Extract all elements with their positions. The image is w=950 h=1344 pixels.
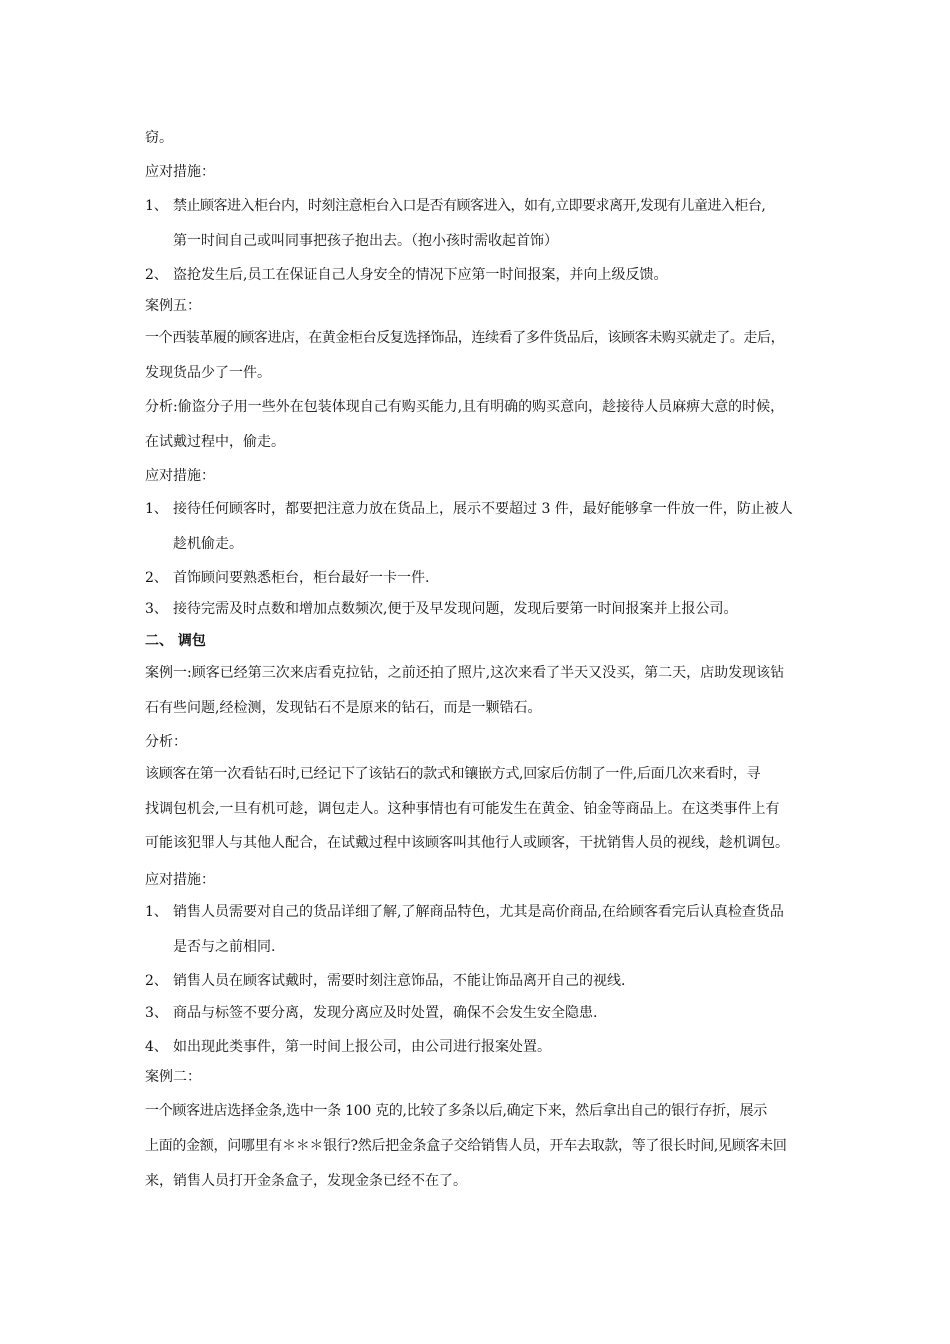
list-item: 销售人员在顾客试戴时，需要时刻注意饰品，不能让饰品离开自己的视线. <box>173 973 626 989</box>
text-line: 该顾客在第一次看钻石时,已经记下了该钻石的款式和镶嵌方式,回家后仿制了一件,后面几次来看时，寻 <box>145 766 761 782</box>
list-item: 接待完需及时点数和增加点数频次,便于及早发现问题，发现后要第一时间报案并上报公司。 <box>173 601 738 617</box>
list-number: 2、 <box>145 267 168 283</box>
section-heading: 二、 调包 <box>145 633 206 649</box>
text-line: 窃。 <box>145 130 173 146</box>
list-number: 2、 <box>145 570 168 586</box>
text-line: 分析:偷盗分子用一些外在包装体现自己有购买能力,且有明确的购买意向，趁接待人员麻痹大意的时候， <box>145 399 785 415</box>
text-line: 可能该犯罪人与其他人配合，在试戴过程中该顾客叫其他行人或顾客，干扰销售人员的视线，趁机调包。 <box>145 835 789 851</box>
list-item: 商品与标签不要分离，发现分离应及时处置，确保不会发生安全隐患. <box>173 1005 598 1021</box>
list-item: 盗抢发生后,员工在保证自己人身安全的情况下应第一时间报案，并向上级反馈。 <box>173 267 668 283</box>
list-item: 销售人员需要对自己的货品详细了解,了解商品特色，尤其是高价商品,在给顾客看完后认真检查货品 <box>173 904 784 920</box>
list-item-continuation: 第一时间自己或叫同事把孩子抱出去。（抱小孩时需收起首饰） <box>173 233 558 249</box>
list-number: 1、 <box>145 501 168 517</box>
text-line: 上面的金额，问哪里有＊＊＊银行?然后把金条盒子交给销售人员，开车去取款，等了很长时间,见顾客未回 <box>145 1138 787 1154</box>
text-line: 一个顾客进店选择金条,选中一条 100 克的,比较了多条以后,确定下来，然后拿出自己的银行存折，展示 <box>145 1103 767 1119</box>
list-number: 3、 <box>145 601 168 617</box>
list-item: 禁止顾客进入柜台内，时刻注意柜台入口是否有顾客进入，如有,立即要求离开,发现有儿童进入柜台, <box>173 198 766 214</box>
text-line: 来，销售人员打开金条盒子，发现金条已经不在了。 <box>145 1173 467 1189</box>
list-number: 2、 <box>145 973 168 989</box>
list-item: 首饰顾问要熟悉柜台，柜台最好一卡一件. <box>173 570 430 586</box>
section-label: 应对措施： <box>145 164 215 180</box>
text-line: 在试戴过程中，偷走。 <box>145 434 285 450</box>
list-number: 3、 <box>145 1005 168 1021</box>
list-item-continuation: 是否与之前相同. <box>173 939 276 955</box>
text-line: 石有些问题,经检测，发现钻石不是原来的钻石，而是一颗锆石。 <box>145 700 542 716</box>
list-item: 如出现此类事件，第一时间上报公司，由公司进行报案处置。 <box>173 1039 551 1055</box>
list-number: 4、 <box>145 1039 168 1055</box>
case-heading: 案例二： <box>145 1069 201 1085</box>
section-label: 应对措施： <box>145 468 215 484</box>
list-item: 接待任何顾客时，都要把注意力放在货品上，展示不要超过 3 件，最好能够拿一件放一件，防止被人 <box>173 501 793 517</box>
section-label: 分析： <box>145 734 187 750</box>
text-line: 找调包机会,一旦有机可趁，调包走人。这种事情也有可能发生在黄金、铂金等商品上。在这类事件上有 <box>145 801 780 817</box>
list-item-continuation: 趁机偷走。 <box>173 536 243 552</box>
text-line: 案例一:顾客已经第三次来店看克拉钻，之前还拍了照片,这次来看了半天又没买，第二天，店助发现该钻 <box>145 665 785 681</box>
section-label: 应对措施： <box>145 872 215 888</box>
list-number: 1、 <box>145 198 168 214</box>
text-line: 发现货品少了一件。 <box>145 365 271 381</box>
case-heading: 案例五： <box>145 298 201 314</box>
list-number: 1、 <box>145 904 168 920</box>
text-line: 一个西装革履的顾客进店，在黄金柜台反复选择饰品，连续看了多件货品后，该顾客未购买就走了。走后， <box>145 330 785 346</box>
